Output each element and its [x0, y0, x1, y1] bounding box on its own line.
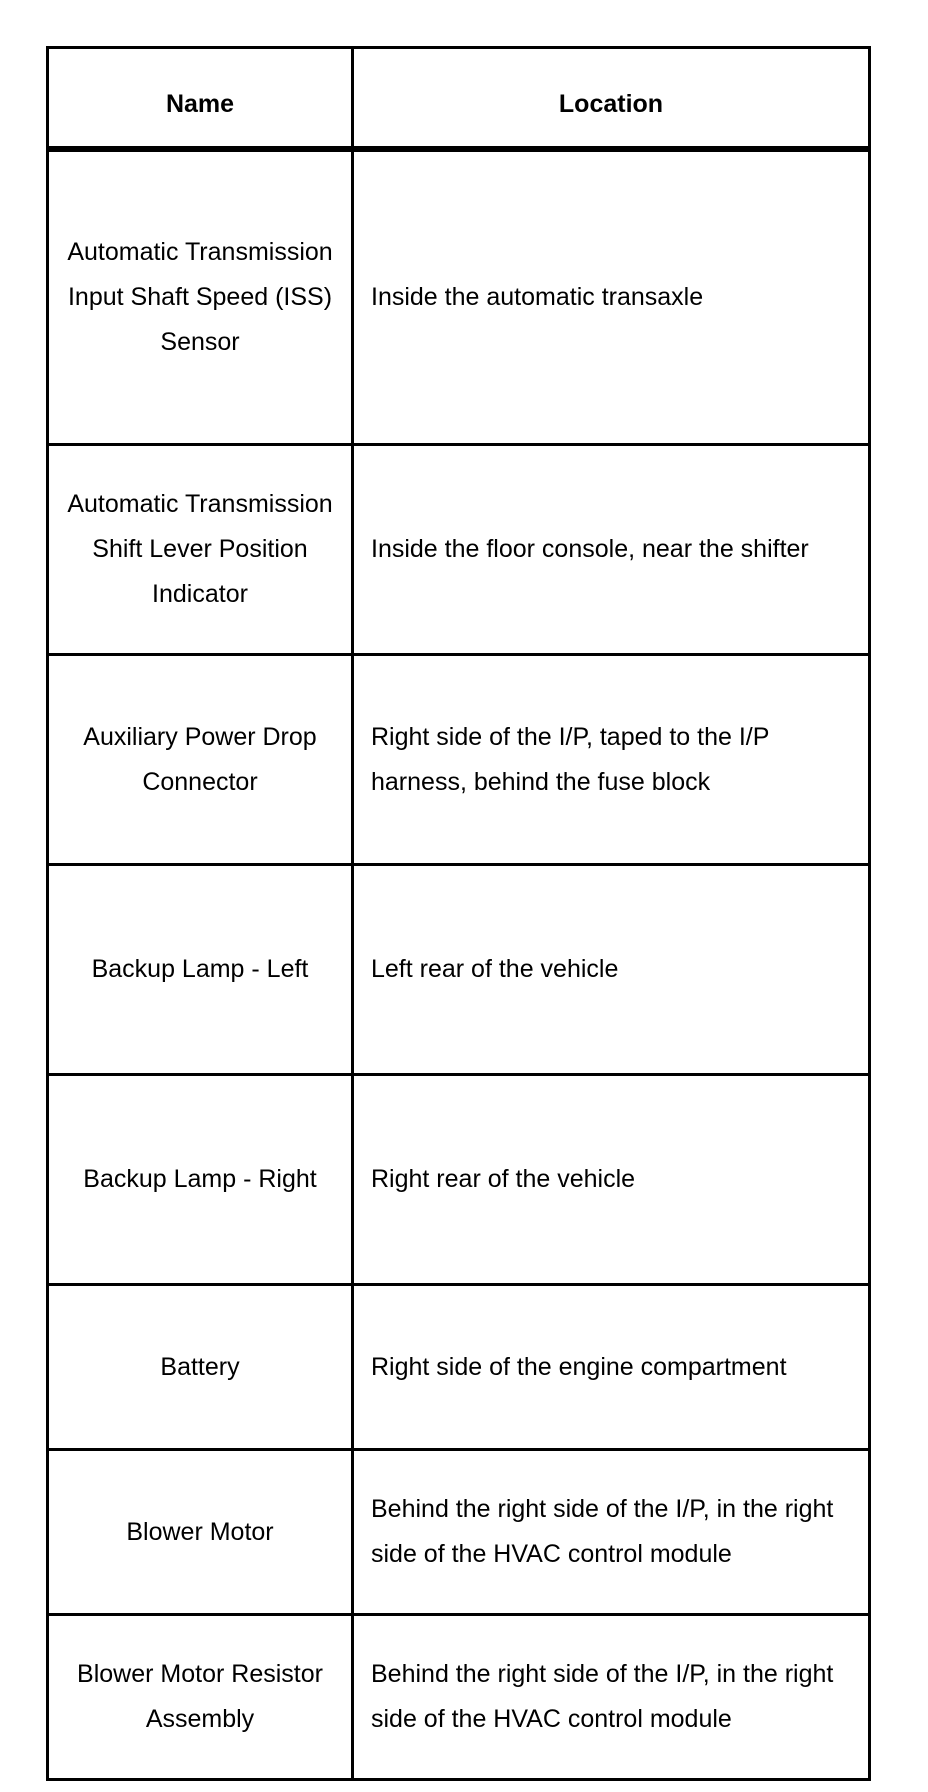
component-location: Right rear of the vehicle: [353, 1075, 870, 1285]
table-row: [48, 1615, 870, 1780]
component-location: Behind the right side of the I/P, in the right side of the HVAC control module: [353, 1615, 870, 1780]
table-row: [48, 1285, 870, 1450]
table-header: [48, 48, 870, 149]
table-row: [48, 1450, 870, 1615]
component-location: Right side of the engine compartment: [353, 1285, 870, 1450]
component-location: Inside the automatic transaxle: [353, 149, 870, 445]
component-name: Blower Motor: [48, 1450, 353, 1615]
table-row: [48, 149, 870, 445]
header-name: Name: [48, 48, 353, 149]
component-name: Blower Motor Resistor Assembly: [48, 1615, 353, 1780]
table-row: [48, 445, 870, 655]
table-body: [48, 149, 870, 1780]
component-name: Battery: [48, 1285, 353, 1450]
header-row: [48, 48, 870, 149]
component-name: Backup Lamp - Right: [48, 1075, 353, 1285]
component-name: Auxiliary Power Drop Connector: [48, 655, 353, 865]
table-row: [48, 655, 870, 865]
component-name: Backup Lamp - Left: [48, 865, 353, 1075]
component-name: Automatic Transmission Input Shaft Speed (ISS) Sensor: [48, 149, 353, 445]
component-location-table: [46, 46, 871, 1781]
component-location: Left rear of the vehicle: [353, 865, 870, 1075]
header-location: Location: [353, 48, 870, 149]
component-location: Right side of the I/P, taped to the I/P harness, behind the fuse block: [353, 655, 870, 865]
table-row: [48, 1075, 870, 1285]
component-location: Behind the right side of the I/P, in the right side of the HVAC control module: [353, 1450, 870, 1615]
component-name: Automatic Transmission Shift Lever Position Indicator: [48, 445, 353, 655]
table-row: [48, 865, 870, 1075]
component-location: Inside the floor console, near the shifter: [353, 445, 870, 655]
